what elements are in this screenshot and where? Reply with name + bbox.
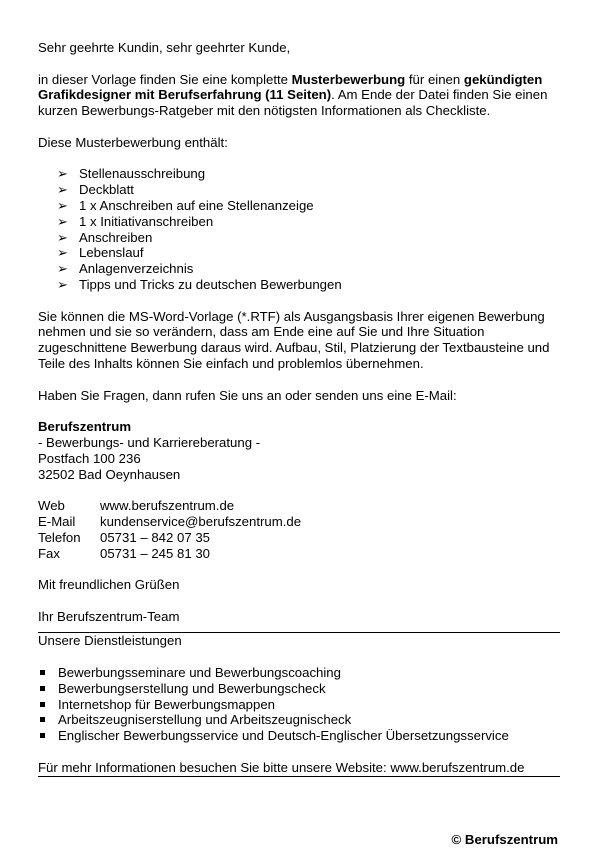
fax-value: 05731 – 245 81 30 xyxy=(100,545,211,561)
intro-text: in dieser Vorlage finden Sie eine komplette xyxy=(38,71,292,87)
list-item: ➢ Stellenausschreibung xyxy=(57,166,206,182)
square-bullet-icon xyxy=(40,670,45,675)
list-item: ➢ Lebenslauf xyxy=(57,245,144,261)
intro-paragraph xyxy=(38,72,560,119)
intro-text: für einen xyxy=(405,71,464,87)
contact-row-fax xyxy=(38,546,560,562)
intro-text: . Am Ende der Datei finden Sie einen kurzen Bewerbungs-Ratgeber mit den nötigsten Informationen als Checkliste. xyxy=(38,87,548,119)
company-tagline: - Bewerbungs- und Karriereberatung - xyxy=(38,434,261,450)
list-item: Arbeitszeugniserstellung und Arbeitszeugnischeck xyxy=(38,712,560,728)
phone-value: 05731 – 842 07 35 xyxy=(100,529,211,545)
letter-page xyxy=(38,40,560,777)
intro-bold-job-title: gekündigten Grafikdesigner mit Berufserfahrung (11 Seiten) xyxy=(38,71,543,103)
list-item: ➢ Anlagenverzeichnis xyxy=(57,261,194,277)
website-link[interactable]: www.berufszentrum.de xyxy=(100,498,235,514)
services-list xyxy=(38,665,560,744)
contact-row-phone xyxy=(38,530,560,546)
company-postbox: Postfach 100 236 xyxy=(38,450,141,466)
square-bullet-icon xyxy=(40,717,45,722)
arrow-bullet-icon: ➢ xyxy=(57,229,69,245)
contact-block xyxy=(38,498,560,561)
list-item: Bewerbungsseminare und Bewerbungscoaching xyxy=(38,665,560,681)
list-item: ➢ 1 x Anschreiben auf eine Stellenanzeige xyxy=(57,197,314,213)
list-item: ➢ Anschreiben xyxy=(57,229,153,245)
contact-row-web xyxy=(38,498,560,514)
company-name: Berufszentrum xyxy=(38,419,132,435)
list-item: Bewerbungserstellung und Bewerbungscheck xyxy=(38,681,560,697)
services-heading: Unsere Dienstleistungen xyxy=(38,633,182,649)
questions-paragraph: Haben Sie Fragen, dann rufen Sie uns an oder senden uns eine E-Mail: xyxy=(38,387,457,403)
signature: Ihr Berufszentrum-Team xyxy=(38,608,180,624)
arrow-bullet-icon: ➢ xyxy=(57,261,69,277)
square-bullet-icon xyxy=(40,686,45,691)
closing: Mit freundlichen Grüßen xyxy=(38,577,180,593)
contents-list xyxy=(38,166,560,292)
contents-heading: Diese Musterbewerbung enthält: xyxy=(38,134,228,150)
divider xyxy=(38,776,560,777)
list-item: ➢ Deckblatt xyxy=(57,182,134,198)
intro-bold-musterbewerbung: Musterbewerbung xyxy=(291,71,406,87)
list-item: Internetshop für Bewerbungsmappen xyxy=(38,697,560,713)
email-link[interactable]: kundenservice@berufszentrum.de xyxy=(100,513,302,529)
arrow-bullet-icon: ➢ xyxy=(57,182,69,198)
contact-label: Fax xyxy=(38,545,60,561)
arrow-bullet-icon: ➢ xyxy=(57,276,69,292)
arrow-bullet-icon: ➢ xyxy=(57,245,69,261)
list-item: ➢ 1 x Initiativanschreiben xyxy=(57,213,214,229)
square-bullet-icon xyxy=(40,733,45,738)
usage-paragraph: Sie können die MS-Word-Vorlage (*.RTF) als Ausgangsbasis Ihrer eigenen Bewerbung nehmen und sie so verändern, dass am Ende eine auf Sie und Ihre Situation zugeschnittene Bewerbung daraus wird. Aufbau, Stil, Platzierung der Textbausteine und Teile des Inhalts können Sie einfach und problemlos übernehmen. xyxy=(38,308,550,371)
list-item: ➢ Tipps und Tricks zu deutschen Bewerbungen xyxy=(57,276,342,292)
arrow-bullet-icon: ➢ xyxy=(57,166,69,182)
arrow-bullet-icon: ➢ xyxy=(57,197,69,213)
arrow-bullet-icon: ➢ xyxy=(57,213,69,229)
contact-row-email xyxy=(38,514,560,530)
square-bullet-icon xyxy=(40,702,45,707)
copyright: © Berufszentrum xyxy=(451,832,558,847)
list-item: Englischer Bewerbungsservice und Deutsch-Englischer Übersetzungsservice xyxy=(38,728,560,744)
more-info: Für mehr Informationen besuchen Sie bitte unsere Website: www.berufszentrum.de xyxy=(38,759,525,775)
company-city: 32502 Bad Oeynhausen xyxy=(38,466,181,482)
contact-label: E-Mail xyxy=(38,513,76,529)
greeting: Sehr geehrte Kundin, sehr geehrter Kunde, xyxy=(38,40,291,55)
contact-label: Telefon xyxy=(38,529,81,545)
contact-label: Web xyxy=(38,498,65,514)
